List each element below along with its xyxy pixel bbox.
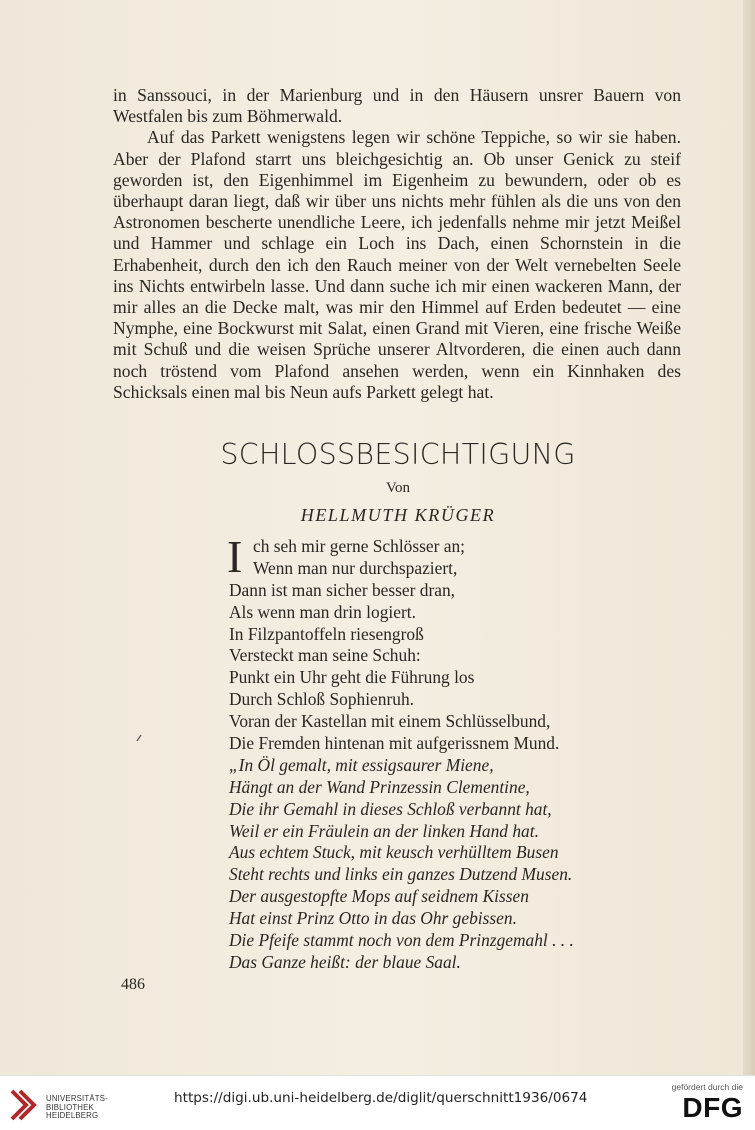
poem-italic-line: Hat einst Prinz Otto in das Ohr gebissen. — [229, 908, 517, 929]
poem-line: Dann ist man sicher besser dran, — [229, 579, 456, 600]
poem-line: Als wenn man drin logiert. — [229, 601, 416, 622]
poem-author: HELLMUTH KRÜGER — [300, 505, 496, 525]
library-name-line: BIBLIOTHEK — [46, 1102, 94, 1112]
poem-italic-line: „In Öl gemalt, mit essigsaurer Miene, — [229, 754, 494, 775]
prose-block — [113, 85, 681, 403]
poem-title: SCHLOSSBESICHTIGUNG — [220, 438, 576, 471]
poem-line: Voran der Kastellan mit einem Schlüsselbund, — [229, 711, 551, 732]
viewer-footer — [0, 1075, 755, 1130]
poem-italic-line: Weil er ein Fräulein an der linken Hand hat. — [229, 820, 539, 841]
dfg-logo[interactable]: DFG — [682, 1092, 743, 1123]
poem-body — [227, 531, 649, 974]
page-number: 486 — [121, 976, 145, 993]
poem-italic-line: Die ihr Gemahl in dieses Schloß verbannt hat, — [229, 798, 552, 819]
poem-line: In Filzpantoffeln riesengroß — [229, 623, 424, 644]
poem-line: Wenn man nur durchspaziert, — [253, 557, 458, 578]
prose-paragraph-1: in Sanssouci, in der Marienburg und in den Häusern unsrer Bauern von Westfalen bis zum Böhmerwald. — [113, 85, 681, 127]
poem-byline: Von — [386, 480, 410, 496]
prose-paragraph-2: Auf das Parkett wenigstens legen wir schöne Teppiche, so wir sie haben. Aber der Plafond starrt uns bleichgesichtig an. Ob unser Genick zu steif geworden ist, den Eigenhimmel im Eigenheim zu bewundern, oder ob es überhaupt daran liegt, daß wir über uns nichts mehr fühlen als die uns von den Astronomen bescherte unendliche Leere, ich jedenfalls nehme mir jetzt Meißel und Hammer und schlage ein Loch ins Dach, einen Schornstein in die Erhabenheit, durch den ich den Rauch meiner von der Welt vernebelten Seele ins Nichts entwirbeln lasse. Und dann suche ich mir einen wackeren Mann, der mir alles an die Decke malt, was mir den Himmel auf Erden bedeutet — eine Nymphe, eine Bockwurst mit Salat, einen Grand mit Vieren, eine frische Weiße mit Schuß und die weisen Sprüche unserer Altvorderen, die einen auch dann noch tröstend vom Plafond ansehen werden, wenn ein Kinnhaken des Schicksals einen mal bis Neun aufs Parkett gelegt hat. — [113, 127, 681, 402]
poem-italic-line: Das Ganze heißt: der blaue Saal. — [229, 951, 461, 972]
poem-line-1-text: ch seh mir gerne Schlösser an; — [253, 536, 466, 556]
sponsor-note: gefördert durch die — [671, 1082, 743, 1092]
pencil-mark-icon — [136, 734, 142, 742]
library-name-line: HEIDELBERG — [46, 1111, 99, 1121]
permalink[interactable]: https://digi.ub.uni-heidelberg.de/diglit/querschnitt1936/0674 — [174, 1090, 588, 1106]
library-name — [46, 1095, 108, 1121]
poem-italic-line: Steht rechts und links ein ganzes Dutzend Musen. — [229, 864, 573, 885]
poem-italic-line: Aus echtem Stuck, mit keusch verhülltem Busen — [229, 842, 559, 863]
poem-line: Punkt ein Uhr geht die Führung los — [229, 667, 475, 688]
poem-line: Durch Schloß Sophienruh. — [229, 689, 414, 710]
poem-line: Die Fremden hintenan mit aufgerissnem Mund. — [229, 733, 560, 754]
library-logo[interactable] — [8, 1084, 118, 1124]
poem-italic-line: Die Pfeife stammt noch von dem Prinzgemahl . . . — [229, 930, 574, 951]
poem-italic-line: Hängt an der Wand Prinzessin Clementine, — [229, 776, 530, 797]
drop-cap: I — [227, 531, 243, 582]
library-emblem-icon — [8, 1087, 44, 1123]
poem-line: Versteckt man seine Schuh: — [229, 645, 421, 666]
library-name-line: UNIVERSITÄTS- — [46, 1094, 108, 1103]
poem-italic-line: Der ausgestopfte Mops auf seidnem Kissen — [229, 886, 529, 907]
page-edge — [743, 0, 755, 1075]
